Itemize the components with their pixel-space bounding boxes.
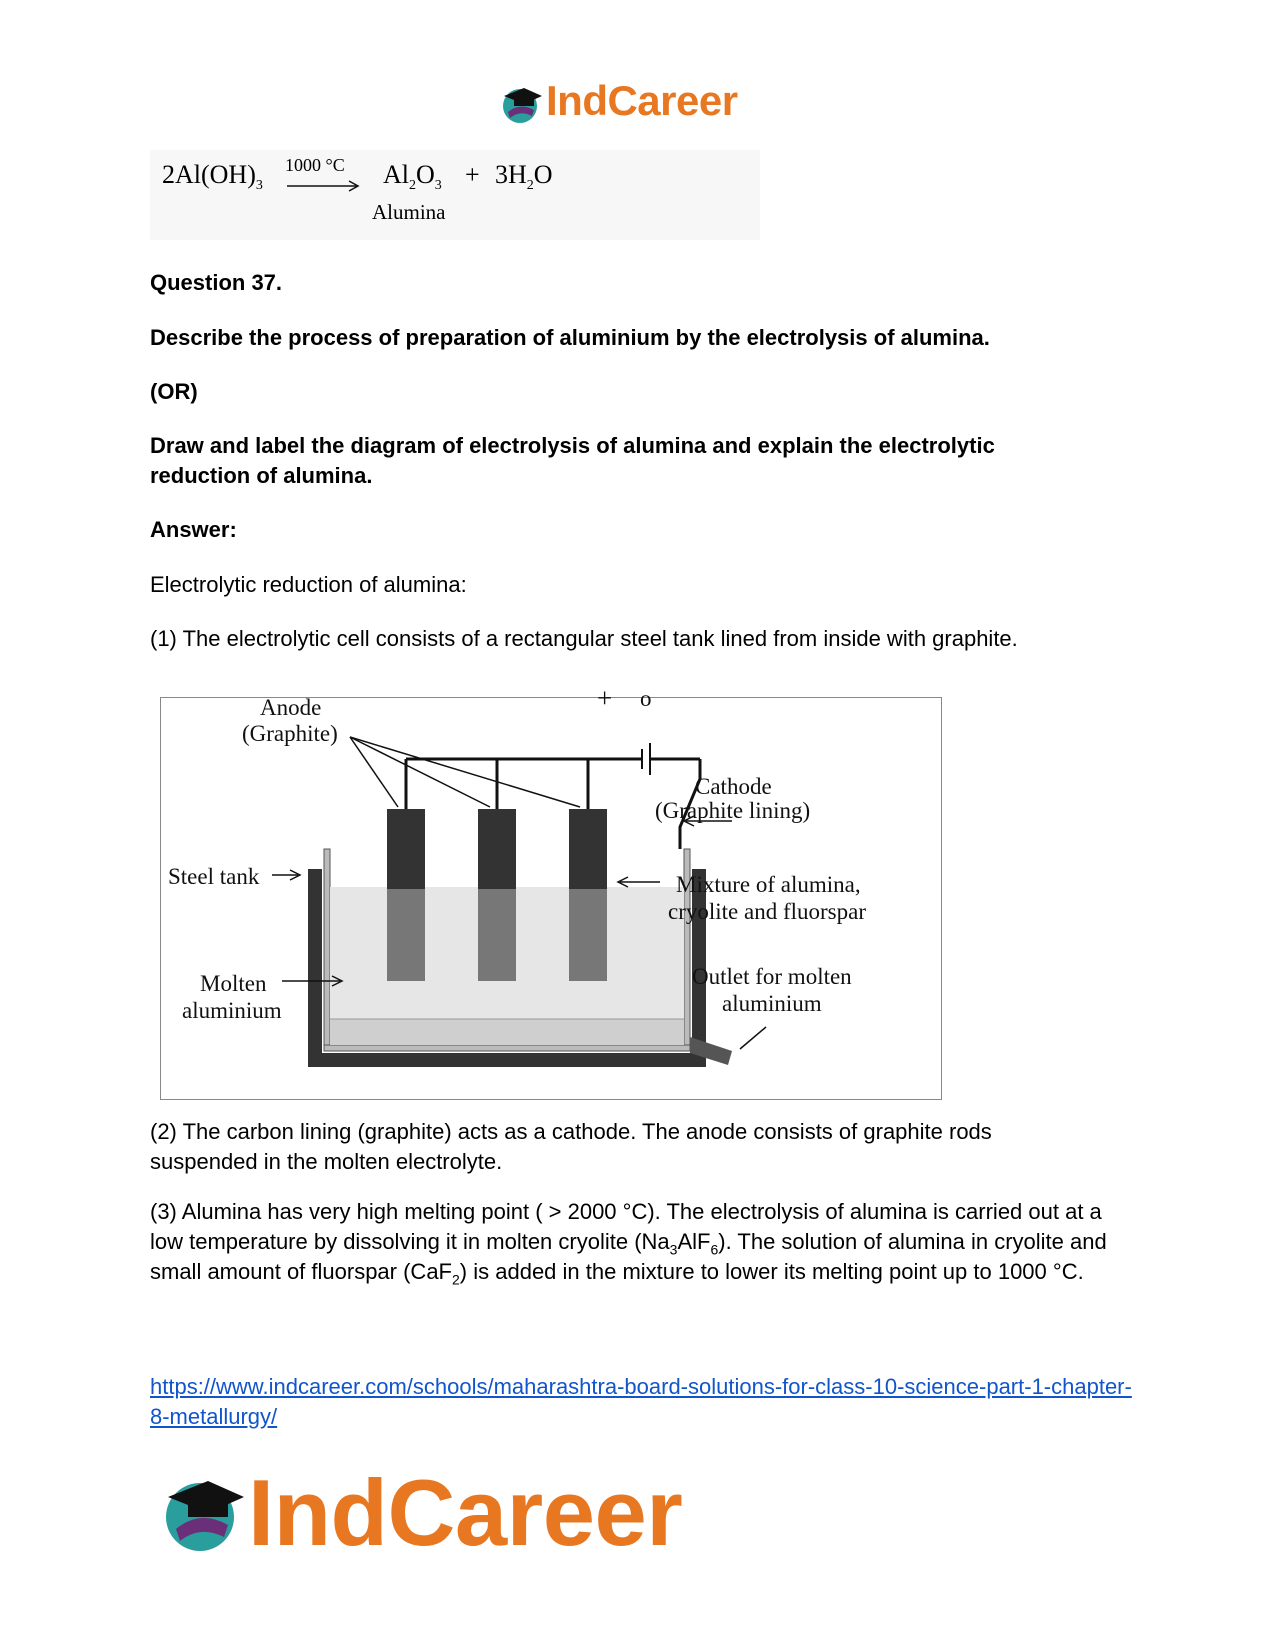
- outlet-label-line2: aluminium: [722, 991, 822, 1016]
- answer-label: Answer:: [150, 517, 237, 542]
- equation-image: [150, 150, 760, 240]
- anode-label: Anode: [260, 695, 322, 720]
- molten-label-line1: Molten: [200, 971, 267, 996]
- equation-product1: $Al_2O_3$: [383, 160, 442, 194]
- question-text: Describe the process of preparation of aluminium by the electrolysis of alumina.: [150, 325, 990, 350]
- point-3: (3) Alumina has very high melting point ( > 2000 °C). The electrolysis of alumina is carried out at a low temperature by dissolving it in molten cryolite $(Na_3AlF_6)$. The solution of alumina in cryolite and small amount of fluorspar (CaF$_2$) is added in the mixture to lower its melting point up to 1000 °C.: [150, 1199, 1107, 1288]
- mixture-label-line1: Mixture of alumina,: [676, 872, 861, 897]
- graduation-cap-globe-icon: [160, 1469, 248, 1557]
- equation-condition: 1000 °C: [285, 155, 345, 175]
- cathode-label: Cathode: [695, 774, 772, 799]
- mixture-label-line2: cryolite and fluorspar: [668, 899, 866, 924]
- question-alt: Draw and label the diagram of electrolysis of alumina and explain the electrolytic reduction of alumina.: [150, 433, 995, 488]
- logo-text: IndCareer: [248, 1460, 683, 1565]
- outlet-label-line1: Outlet for molten: [692, 964, 852, 989]
- anode-sub-label: (Graphite): [242, 721, 338, 746]
- equation-product2: $3H_2O$: [495, 160, 553, 194]
- plus-terminal-label: +: [597, 683, 613, 713]
- point-2: (2) The carbon lining (graphite) acts as a cathode. The anode consists of graphite rods suspended in the molten electrolyte.: [150, 1119, 992, 1174]
- minus-terminal-label: o: [640, 686, 652, 711]
- source-link[interactable]: https://www.indcareer.com/schools/maharashtra-board-solutions-for-class-10-science-part-1-chapter-8-metallurgy/: [150, 1374, 1132, 1429]
- or-text: (OR): [150, 379, 198, 404]
- indcareer-logo-bottom: [160, 1460, 720, 1575]
- steel-tank-label: Steel tank: [168, 864, 260, 889]
- equation-reactant: $2Al(OH)_3$: [162, 160, 263, 194]
- question-title: Question 37.: [150, 270, 283, 295]
- logo-text: IndCareer: [546, 77, 738, 124]
- point-1: (1) The electrolytic cell consists of a rectangular steel tank lined from inside with graphite.: [150, 626, 1018, 651]
- graduation-cap-globe-icon: [500, 82, 544, 126]
- equation-plus: +: [465, 160, 480, 189]
- molten-label-line2: aluminium: [182, 998, 282, 1023]
- cathode-sub-label: (Graphite lining): [655, 798, 811, 823]
- reaction-arrow-icon: [285, 180, 365, 192]
- indcareer-logo-top: [500, 77, 780, 128]
- electrolysis-diagram: [160, 683, 943, 1101]
- equation-product-label: Alumina: [372, 200, 446, 224]
- answer-intro: Electrolytic reduction of alumina:: [150, 572, 467, 597]
